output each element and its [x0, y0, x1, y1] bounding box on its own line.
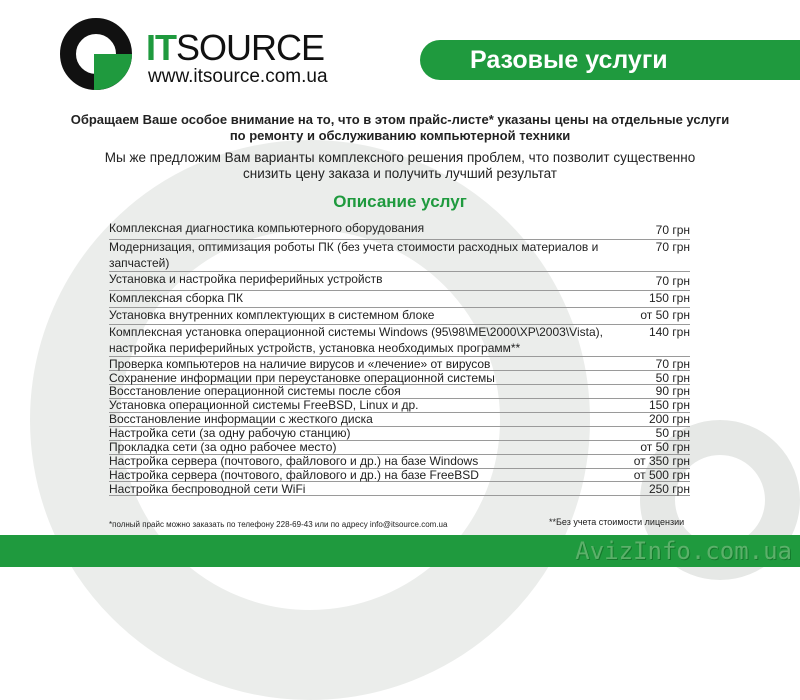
service-description: Проверка компьютеров на наличие вирусов и «лечение» от вирусов — [109, 356, 491, 371]
service-row — [109, 441, 690, 455]
service-row — [109, 357, 690, 371]
service-price: 150 грн — [648, 398, 690, 413]
service-description: Настройка беспроводной сети WiFi — [109, 481, 306, 496]
footnote-license: **Без учета стоимости лицензии — [549, 517, 685, 527]
service-description: Прокладка сети (за одно рабочее место) — [109, 440, 337, 455]
intro-bold: Обращаем Ваше особое внимание на то, что в этом прайс-листе* указаны цены на отдельные услуги по ремонту и обслуживанию компьютерной техники — [70, 112, 730, 143]
service-row — [109, 272, 690, 291]
service-row — [109, 371, 690, 385]
service-description: Установка и настройка периферийных устройств — [109, 272, 383, 287]
service-price: от 50 грн — [640, 307, 690, 322]
service-price: от 500 грн — [633, 467, 690, 482]
service-description: Комплексная диагностика компьютерного оборудования — [109, 221, 425, 235]
service-price: 200 грн — [648, 412, 690, 427]
service-row — [109, 385, 690, 399]
footnote-price-list: *полный прайс можно заказать по телефону 228-69-43 или по адресу info@itsource.com.ua — [109, 520, 448, 529]
service-row — [109, 240, 690, 273]
title-banner: Разовые услуги — [420, 40, 800, 80]
service-price: 140 грн — [648, 324, 690, 339]
service-price: 70 грн — [655, 239, 690, 254]
service-description: Настройка сервера (почтового, файлового и др.) на базе Windows — [109, 453, 479, 468]
service-price: 50 грн — [655, 426, 690, 441]
service-price: 50 грн — [655, 370, 690, 385]
service-description: Комплексная сборка ПК — [109, 291, 243, 306]
service-description: Настройка сервера (почтового, файлового и др.) на базе FreeBSD — [109, 467, 479, 482]
service-description: Установка операционной системы FreeBSD, Linux и др. — [109, 398, 419, 413]
itsource-logo — [60, 18, 350, 88]
service-row — [109, 325, 690, 358]
service-price: 70 грн — [655, 274, 690, 289]
service-row — [109, 221, 690, 240]
service-description: Установка внутренних комплектующих в системном блоке — [109, 307, 435, 322]
intro-regular: Мы же предложим Вам варианты комплексного решения проблем, что позволит существенно снизить цену заказа и получить лучший результат — [104, 150, 696, 181]
logo-wedge-icon — [94, 54, 132, 90]
watermark: AvizInfo.com.ua — [575, 537, 792, 565]
service-price: от 350 грн — [633, 453, 690, 468]
services-table — [109, 221, 690, 496]
footer-bar — [0, 535, 800, 567]
service-price: 70 грн — [655, 356, 690, 371]
service-description: Восстановление информации с жесткого диска — [109, 412, 373, 427]
service-description: Модернизация, оптимизация роботы ПК (без учета стоимости расходных материалов и запчастей) — [109, 239, 599, 270]
service-description: Комплексная установка операционной системы Windows (95\98\ME\2000\XP\2003\Vista), настройка периферийных устройств, установка необходимых программ** — [109, 324, 603, 355]
brand-name: ITSOURCE — [146, 27, 325, 68]
service-row — [109, 427, 690, 441]
brand-url: www.itsource.com.ua — [148, 66, 328, 87]
service-price: 150 грн — [648, 291, 690, 306]
section-title: Описание услуг — [333, 192, 467, 211]
service-row — [109, 399, 690, 413]
service-description: Восстановление операционной системы после сбоя — [109, 384, 401, 399]
service-description: Сохранение информации при переустановке операционной системы — [109, 370, 495, 385]
service-row — [109, 308, 690, 325]
service-price: от 50 грн — [640, 440, 690, 455]
service-row — [109, 455, 690, 469]
service-price: 90 грн — [655, 384, 690, 399]
service-description: Настройка сети (за одну рабочую станцию) — [109, 426, 351, 441]
service-row — [109, 482, 690, 496]
service-row — [109, 413, 690, 427]
service-row — [109, 469, 690, 483]
service-price: 250 грн — [648, 481, 690, 496]
service-price: 70 грн — [655, 223, 690, 237]
service-row — [109, 291, 690, 308]
